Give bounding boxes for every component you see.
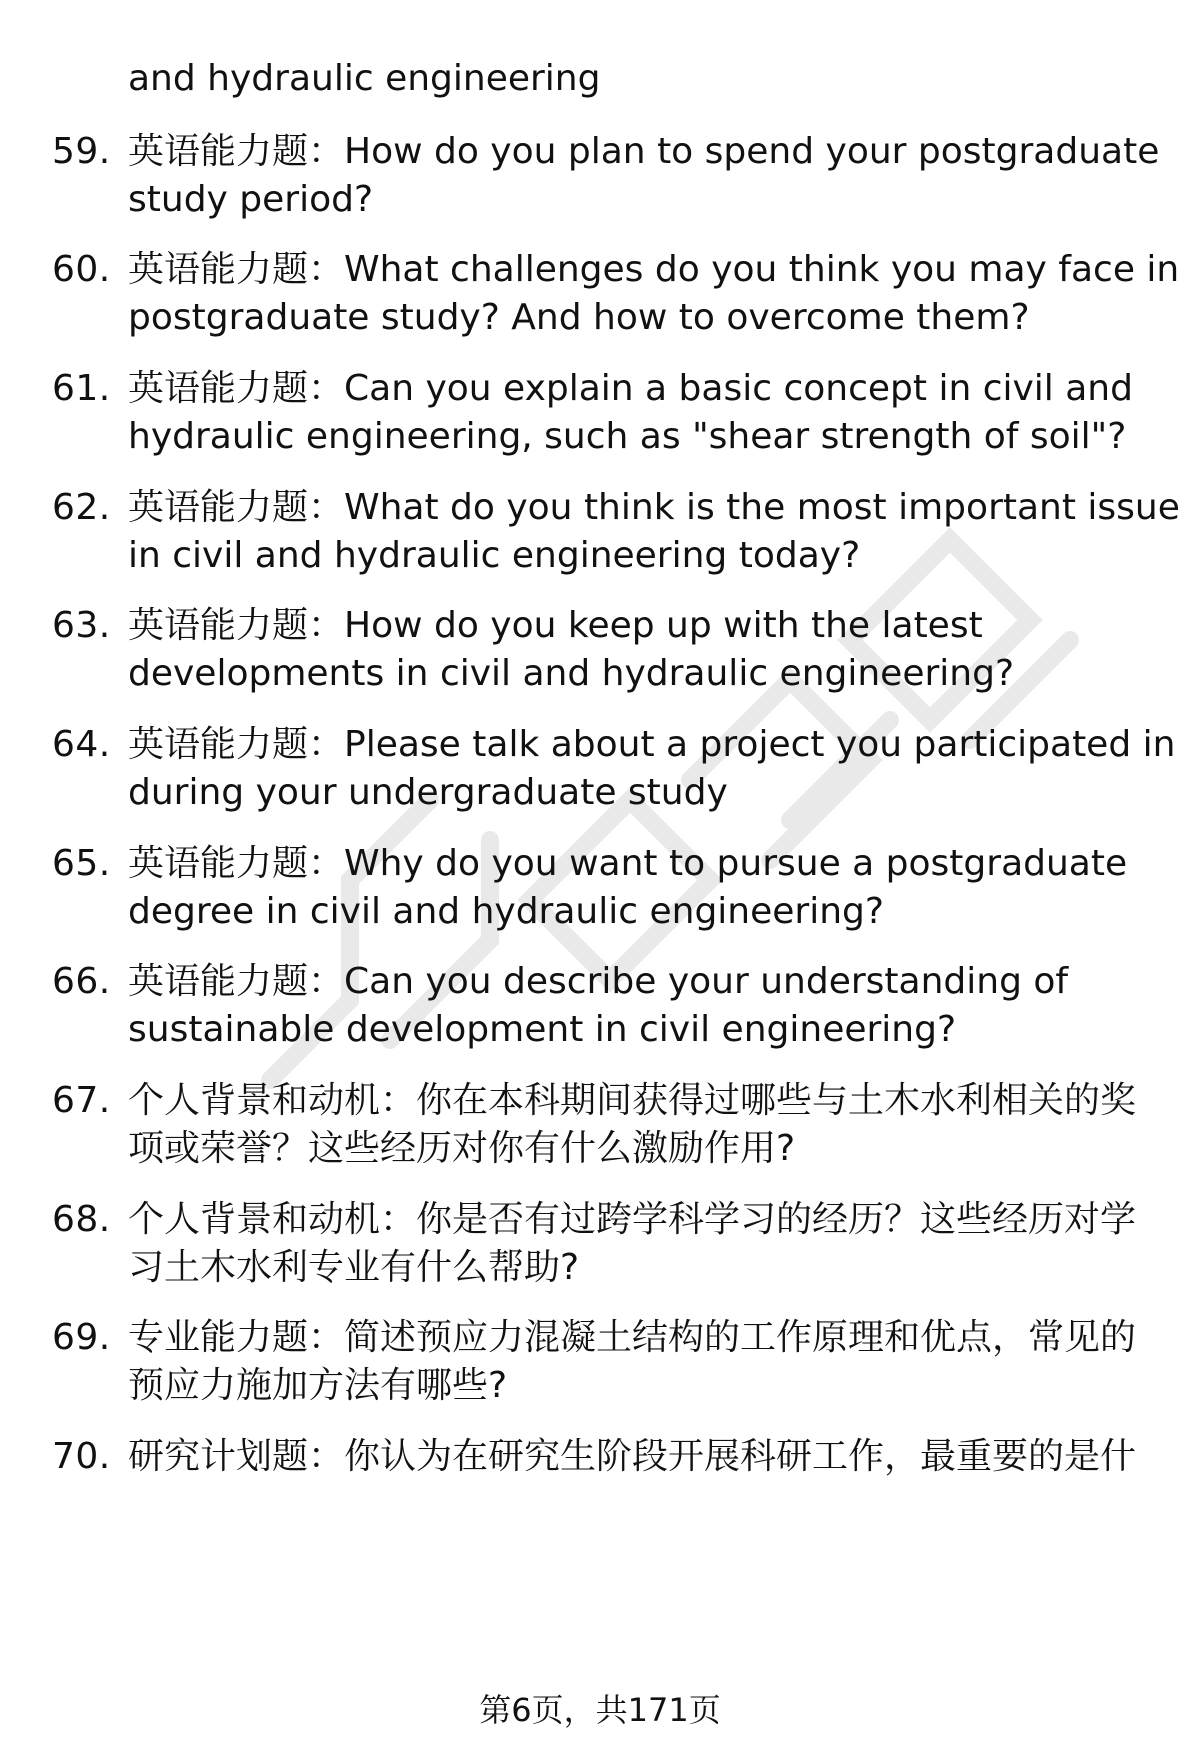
item-text	[128, 1196, 1158, 1292]
item-number: 67.	[52, 1080, 111, 1121]
item-text-line: 英语能力题：How do you keep up with the latest	[128, 605, 983, 646]
item-text	[128, 1314, 1158, 1410]
item-number: 59.	[52, 131, 111, 172]
item-text-line: 英语能力题：Why do you want to pursue a postgraduate	[128, 843, 1128, 884]
item-text	[128, 365, 1158, 461]
item-number: 68.	[52, 1199, 111, 1240]
item-text-line: during your undergraduate study	[128, 772, 728, 813]
item-number: 69.	[52, 1317, 111, 1358]
item-number: 64.	[52, 724, 111, 765]
item-number: 62.	[52, 487, 111, 528]
item-text-line: 项或荣誉？这些经历对你有什么激励作用?	[128, 1128, 796, 1169]
item-text-line: study period?	[128, 179, 374, 220]
item-text	[128, 840, 1158, 936]
item-text-line: 个人背景和动机：你在本科期间获得过哪些与土木水利相关的奖	[128, 1080, 1137, 1121]
item-text	[128, 484, 1180, 580]
page-footer: 第6页，共171页	[479, 1691, 721, 1729]
item-text-line: 英语能力题：What do you think is the most important issue	[128, 487, 1180, 528]
item-text-line: developments in civil and hydraulic engineering?	[128, 653, 1015, 694]
item-text-line: sustainable development in civil engineering?	[128, 1009, 957, 1050]
item-number: 65.	[52, 843, 111, 884]
item-text-line: 英语能力题：How do you plan to spend your postgraduate	[128, 131, 1160, 172]
item-text	[128, 246, 1180, 342]
item-number: 61.	[52, 368, 111, 409]
item-text-line: 个人背景和动机：你是否有过跨学科学习的经历？这些经历对学	[128, 1199, 1137, 1240]
item-text	[128, 1077, 1158, 1173]
item-text-line: 预应力施加方法有哪些?	[128, 1365, 508, 1406]
item-text	[128, 128, 1158, 224]
item-text-line: in civil and hydraulic engineering today?	[128, 535, 861, 576]
item-number: 70.	[52, 1436, 111, 1477]
item-text-line: 专业能力题：简述预应力混凝土结构的工作原理和优点，常见的	[128, 1317, 1137, 1358]
item-text-line: degree in civil and hydraulic engineering?	[128, 891, 884, 932]
item-number: 60.	[52, 249, 111, 290]
item-text	[128, 721, 1176, 817]
item-text	[128, 1433, 1158, 1481]
item-text-line: 英语能力题：Can you explain a basic concept in civil and	[128, 368, 1133, 409]
item-text-line: 英语能力题：Can you describe your understanding of	[128, 961, 1069, 1002]
item-text-line: 习土木水利专业有什么帮助?	[128, 1247, 580, 1288]
item-text-line: 英语能力题：Please talk about a project you participated in	[128, 724, 1176, 765]
item-number: 63.	[52, 605, 111, 646]
item-number: 66.	[52, 961, 111, 1002]
item-text-line: 英语能力题：What challenges do you think you may face in	[128, 249, 1180, 290]
item-text-line: postgraduate study? And how to overcome them?	[128, 297, 1030, 338]
item-text	[128, 602, 1158, 698]
item-text-line: 研究计划题：你认为在研究生阶段开展科研工作，最重要的是什	[128, 1436, 1137, 1477]
item-text-line: and hydraulic engineering	[128, 58, 601, 99]
item-text-line: hydraulic engineering, such as "shear strength of soil"?	[128, 416, 1127, 457]
item-text	[128, 55, 1158, 103]
item-text	[128, 958, 1158, 1054]
